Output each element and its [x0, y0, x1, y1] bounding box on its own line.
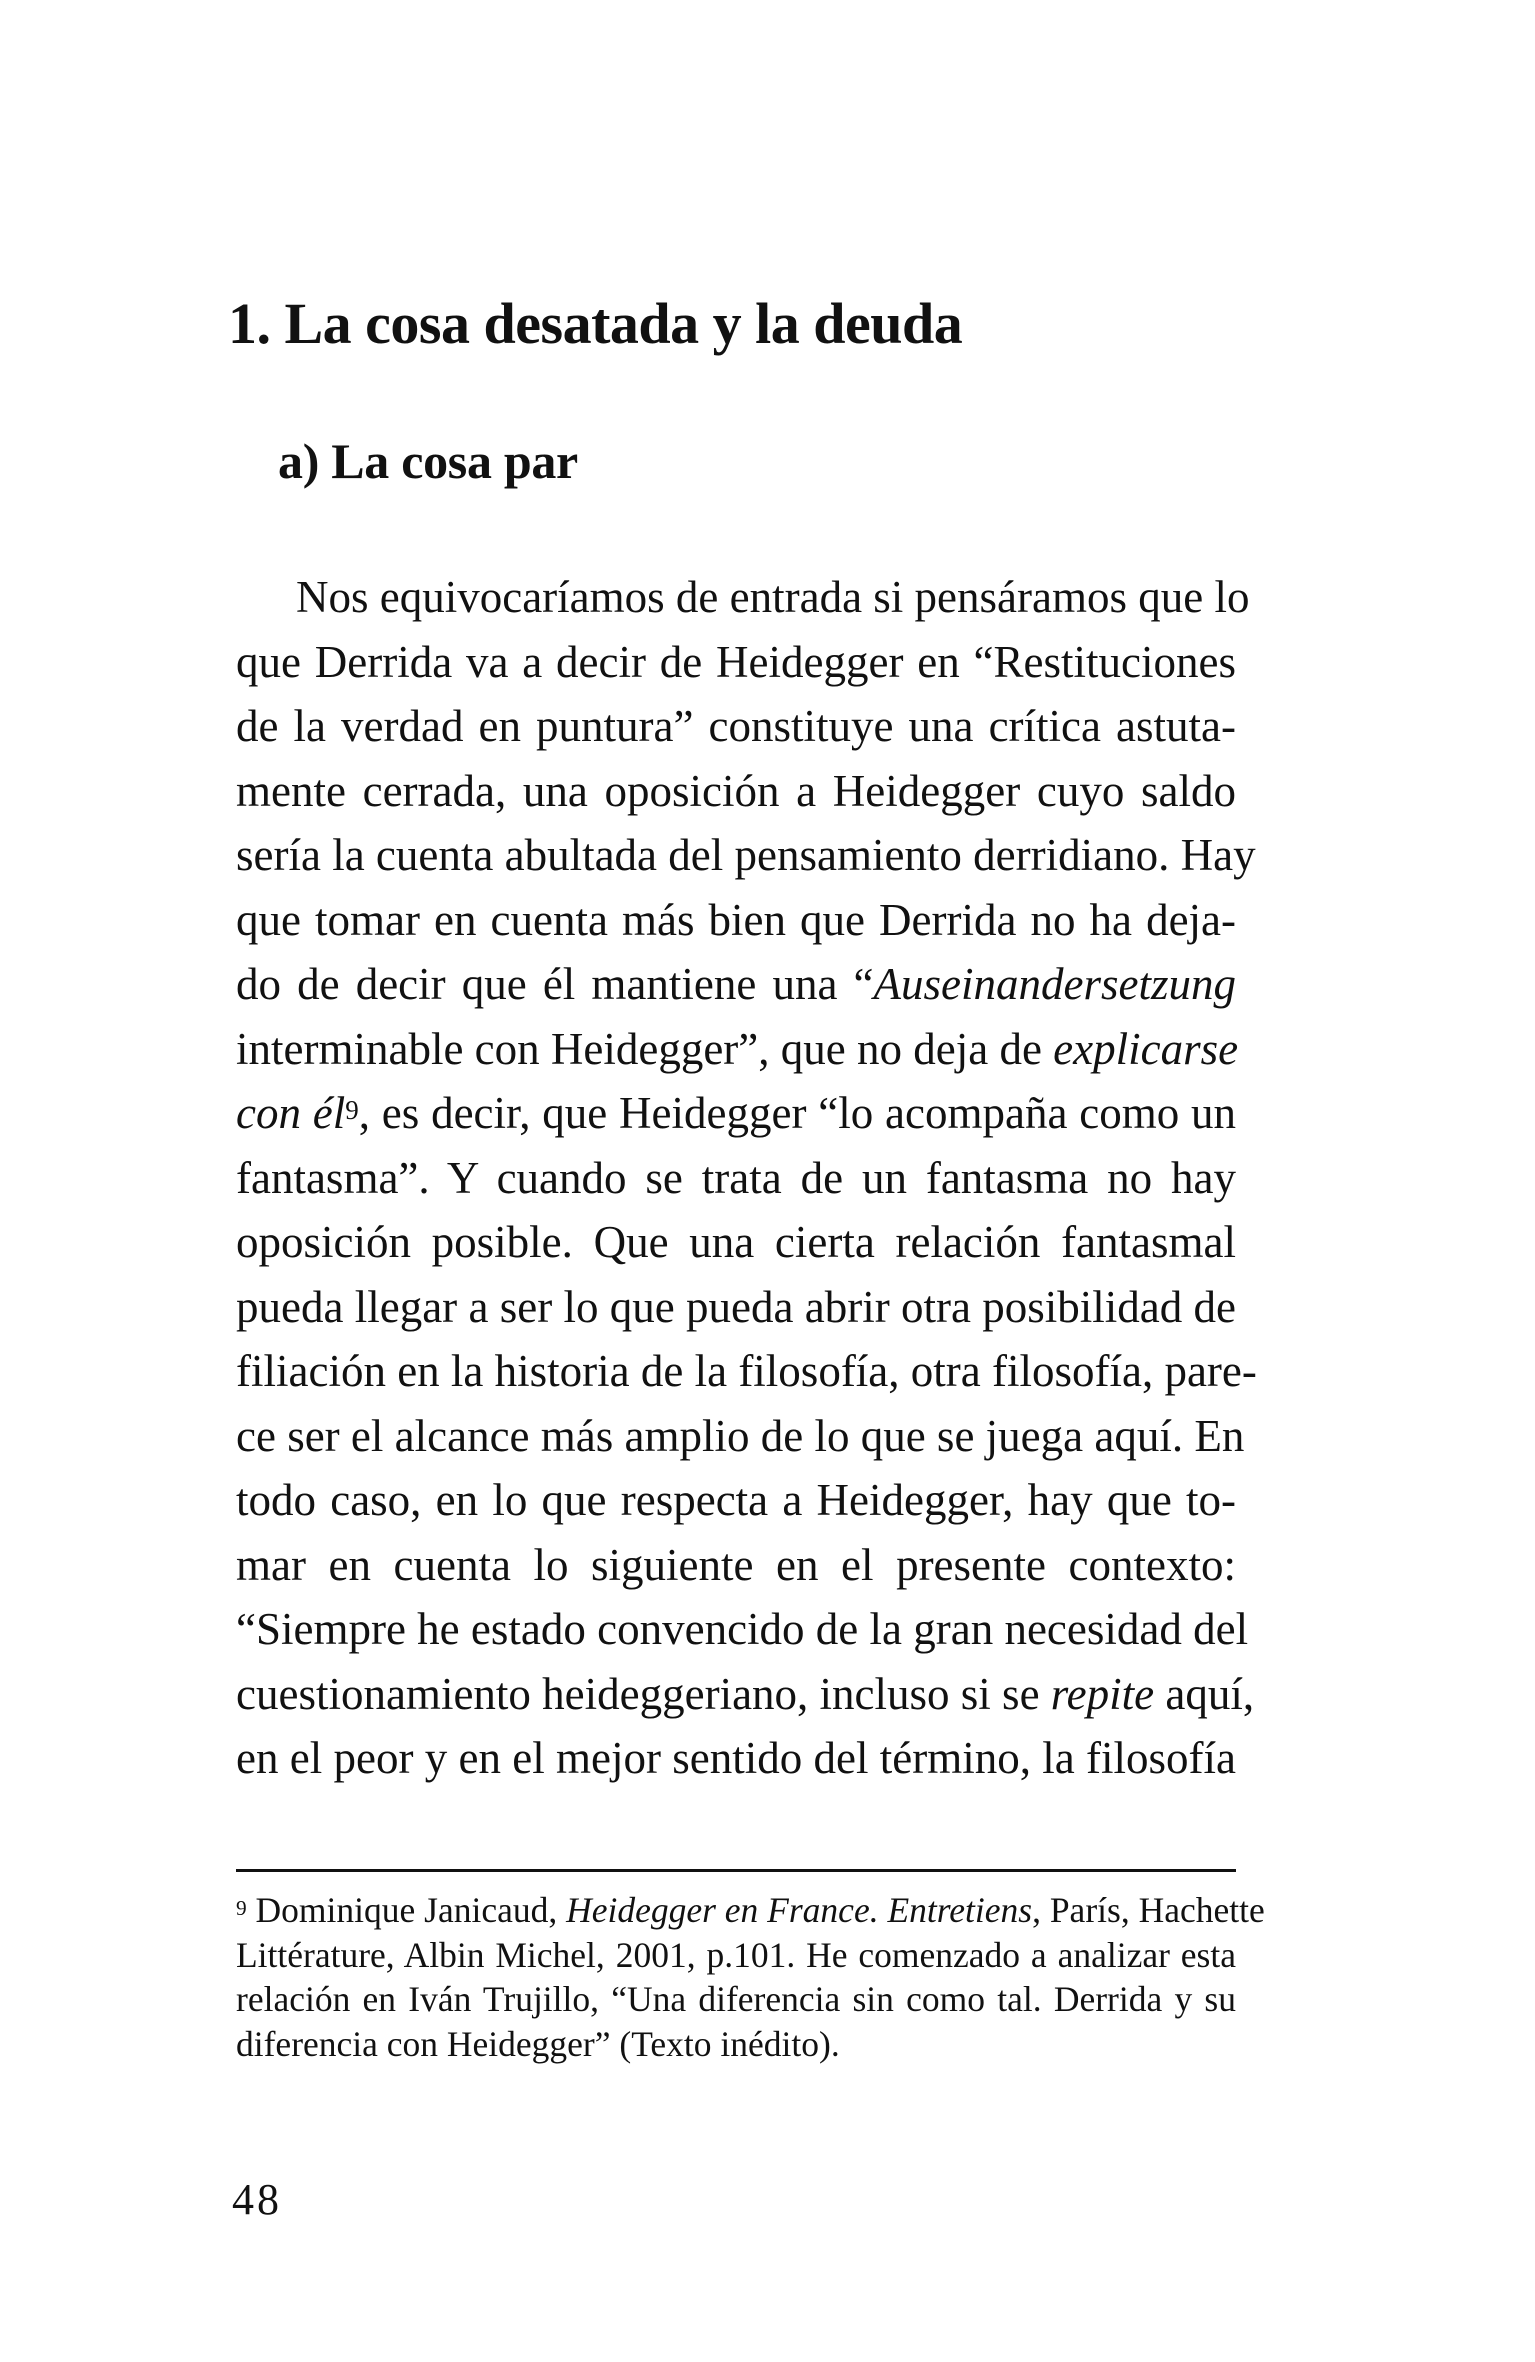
body-line: oposición posible. Que una cierta relación fantasmal: [236, 1217, 1236, 1267]
body-line: filiación en la historia de la filosofía, otra filosofía, pare-: [236, 1346, 1257, 1396]
body-line: mente cerrada, una oposición a Heidegger cuyo saldo: [236, 765, 1236, 816]
subsection-heading: a) La cosa par: [278, 433, 578, 489]
body-line: sería la cuenta abultada del pensamiento derridiano. Hay: [236, 830, 1256, 880]
body-line-text: cuestionamiento heideggeriano, incluso si se: [236, 1668, 1051, 1719]
footnote-line: Littérature, Albin Michel, 2001, p.101. He comenzado a analizar esta: [236, 1934, 1236, 1975]
body-line: [236, 1662, 1255, 1727]
body-line: que Derrida va a decir de Heidegger en “Restituciones: [236, 636, 1236, 687]
body-line: [236, 1017, 1239, 1082]
page-number: 48: [232, 2175, 282, 2224]
body-line-text: do de decir que él mantiene una “: [236, 959, 874, 1009]
body-line: en el peor y en el mejor sentido del término, la filosofía: [236, 1733, 1236, 1783]
body-line: fantasma”. Y cuando se trata de un fantasma no hay: [236, 1152, 1236, 1203]
footnote-line: [236, 1888, 1265, 1933]
body-line: “Siempre he estado convencido de la gran necesidad del: [236, 1604, 1249, 1654]
section-heading: 1. La cosa desatada y la deuda: [228, 291, 963, 356]
body-line-text: interminable con Heidegger”, que no deja de: [236, 1023, 1054, 1074]
footnote-title: Heidegger en France. Entretiens: [566, 1890, 1033, 1930]
body-line: ce ser el alcance más amplio de lo que se juega aquí. En: [236, 1410, 1245, 1461]
italic-term: con él: [236, 1088, 346, 1138]
body-line: que tomar en cuenta más bien que Derrida no ha deja-: [236, 894, 1236, 945]
body-line: Nos equivocaríamos de entrada si pensáramos que lo: [296, 572, 1250, 622]
body-paragraph: [236, 565, 1257, 1791]
body-line-text: , es decir, que Heidegger “lo acompaña como un: [358, 1088, 1236, 1138]
body-line: [236, 952, 1236, 1017]
footnote-author: Dominique Janicaud,: [246, 1890, 567, 1930]
footnote-text: , París, Hachette: [1032, 1890, 1265, 1930]
body-line: mar en cuenta lo siguiente en el presente contexto:: [236, 1539, 1236, 1590]
footnote-number: 9: [236, 1895, 247, 1920]
footnote-line: relación en Iván Trujillo, “Una diferencia sin como tal. Derrida y su: [236, 1979, 1236, 2019]
footnote-reference[interactable]: 9: [345, 1094, 359, 1125]
italic-term: Auseinandersetzung: [873, 959, 1236, 1009]
body-line: todo caso, en lo que respecta a Heidegger, hay que to-: [236, 1475, 1236, 1525]
footnote-divider: [236, 1869, 1236, 1872]
body-line-text: aquí,: [1154, 1668, 1255, 1719]
italic-term: explicarse: [1053, 1023, 1239, 1074]
italic-term: repite: [1050, 1668, 1155, 1719]
body-line: pueda llegar a ser lo que pueda abrir otra posibilidad de: [236, 1281, 1236, 1332]
footnote-line: diferencia con Heidegger” (Texto inédito).: [236, 2023, 840, 2064]
body-line: [236, 1081, 1236, 1146]
body-line: de la verdad en puntura” constituye una crítica astuta-: [236, 701, 1236, 751]
footnote: [236, 1888, 1265, 2066]
